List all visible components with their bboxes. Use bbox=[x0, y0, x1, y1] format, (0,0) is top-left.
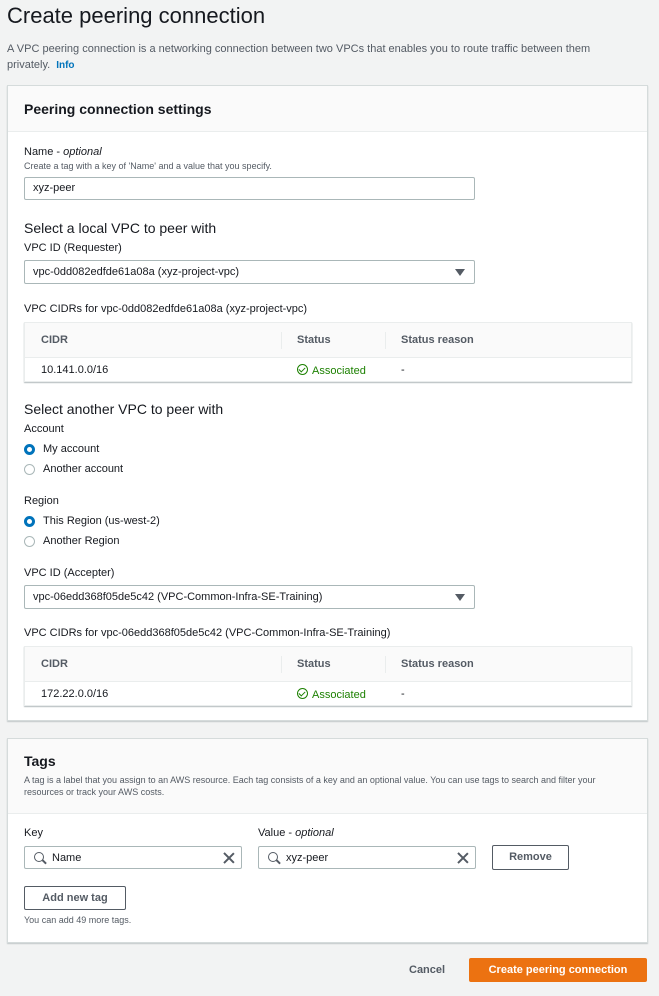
requester-vpc-value: vpc-0dd082edfde61a08a (xyz-project-vpc) bbox=[33, 266, 240, 278]
cancel-button[interactable]: Cancel bbox=[409, 964, 446, 976]
tag-key-value: Name bbox=[52, 852, 82, 864]
page-description-text: A VPC peering connection is a networking connection between two VPCs that enables you to route traffic between them privately. bbox=[7, 43, 591, 71]
radio-button[interactable] bbox=[24, 536, 35, 547]
create-peering-connection-button[interactable]: Create peering connection bbox=[469, 958, 647, 982]
status-cell bbox=[297, 364, 366, 377]
cidr-cell: 10.141.0.0/16 bbox=[41, 364, 109, 376]
tags-panel-header bbox=[8, 739, 647, 814]
name-hint: Create a tag with a key of 'Name' and a value that you specify. bbox=[24, 161, 272, 171]
radio-button[interactable] bbox=[24, 464, 35, 475]
column-header-status-reason: Status reason bbox=[401, 658, 474, 670]
tags-panel bbox=[7, 738, 648, 943]
clear-icon[interactable] bbox=[457, 852, 469, 864]
radio-my-account[interactable] bbox=[24, 443, 99, 455]
tag-key-input[interactable] bbox=[24, 846, 242, 869]
status-cell bbox=[297, 688, 366, 701]
info-link[interactable]: Info bbox=[56, 60, 75, 71]
accepter-label: VPC ID (Accepter) bbox=[24, 567, 115, 579]
column-header-cidr: CIDR bbox=[41, 658, 68, 670]
tag-value-label-text: Value bbox=[258, 827, 286, 839]
tag-value-optional: optional bbox=[295, 827, 334, 839]
tags-panel-title: Tags bbox=[24, 753, 56, 769]
column-divider bbox=[281, 656, 282, 673]
column-divider bbox=[385, 332, 386, 349]
column-header-status: Status bbox=[297, 334, 331, 346]
tag-value-input[interactable] bbox=[258, 846, 476, 869]
column-header-status-reason: Status reason bbox=[401, 334, 474, 346]
accepter-vpc-value: vpc-06edd368f05de5c42 (VPC-Common-Infra-SE-Training) bbox=[33, 591, 323, 603]
cidr-cell: 172.22.0.0/16 bbox=[41, 688, 109, 700]
status-ok-icon bbox=[297, 364, 308, 375]
status-reason-cell: - bbox=[401, 364, 405, 376]
account-label: Account bbox=[24, 423, 64, 435]
page-description bbox=[7, 41, 647, 74]
status-ok-icon bbox=[297, 688, 308, 699]
radio-button-selected[interactable] bbox=[24, 516, 35, 527]
clear-icon[interactable] bbox=[223, 852, 235, 864]
table-header bbox=[25, 647, 631, 682]
radio-label: This Region (us-west-2) bbox=[43, 515, 160, 527]
name-input[interactable]: xyz-peer bbox=[24, 177, 475, 200]
page-title: Create peering connection bbox=[7, 3, 266, 28]
tags-remaining: You can add 49 more tags. bbox=[24, 915, 132, 925]
tag-key-label: Key bbox=[24, 827, 43, 839]
settings-panel-header bbox=[8, 86, 647, 132]
status-text: Associated bbox=[312, 365, 366, 377]
accepter-cidr-table bbox=[24, 646, 632, 706]
name-label: Name - optional bbox=[24, 146, 102, 158]
column-header-cidr: CIDR bbox=[41, 334, 68, 346]
name-label-text: Name bbox=[24, 146, 54, 158]
remove-tag-button[interactable]: Remove bbox=[492, 845, 569, 870]
column-divider bbox=[385, 656, 386, 673]
caret-down-icon bbox=[455, 269, 465, 276]
tag-value-label: Value - optional bbox=[258, 827, 334, 839]
status-reason-cell: - bbox=[401, 688, 405, 700]
tags-description: A tag is a label that you assign to an AWS resource. Each tag consists of a key and an optional value. You can use tags to search and filter your resources or track your AWS costs. bbox=[24, 775, 596, 797]
radio-label: My account bbox=[43, 443, 100, 455]
caret-down-icon bbox=[455, 594, 465, 601]
search-icon bbox=[268, 852, 278, 862]
tag-value-value: xyz-peer bbox=[286, 852, 329, 864]
radio-label: Another account bbox=[43, 463, 124, 475]
radio-another-account[interactable] bbox=[24, 463, 123, 475]
radio-label: Another Region bbox=[43, 535, 120, 547]
radio-this-region[interactable] bbox=[24, 515, 160, 527]
table-header bbox=[25, 323, 631, 358]
requester-cidrs-label: VPC CIDRs for vpc-0dd082edfde61a08a (xyz-project-vpc) bbox=[24, 303, 308, 315]
requester-vpc-select[interactable] bbox=[24, 260, 475, 284]
accepter-vpc-select[interactable] bbox=[24, 585, 475, 609]
region-label: Region bbox=[24, 495, 59, 507]
column-header-status: Status bbox=[297, 658, 331, 670]
settings-panel-title: Peering connection settings bbox=[24, 101, 212, 117]
search-icon bbox=[34, 852, 44, 862]
requester-cidr-table bbox=[24, 322, 632, 382]
accepter-cidrs-label: VPC CIDRs for vpc-06edd368f05de5c42 (VPC-Common-Infra-SE-Training) bbox=[24, 627, 391, 639]
name-optional: optional bbox=[63, 146, 102, 158]
add-new-tag-button[interactable]: Add new tag bbox=[24, 886, 126, 910]
local-vpc-section-title: Select a local VPC to peer with bbox=[24, 220, 217, 236]
radio-button-selected[interactable] bbox=[24, 444, 35, 455]
radio-another-region[interactable] bbox=[24, 535, 119, 547]
another-vpc-section-title: Select another VPC to peer with bbox=[24, 401, 224, 417]
requester-label: VPC ID (Requester) bbox=[24, 242, 122, 254]
column-divider bbox=[281, 332, 282, 349]
settings-panel bbox=[7, 85, 648, 721]
status-text: Associated bbox=[312, 689, 366, 701]
